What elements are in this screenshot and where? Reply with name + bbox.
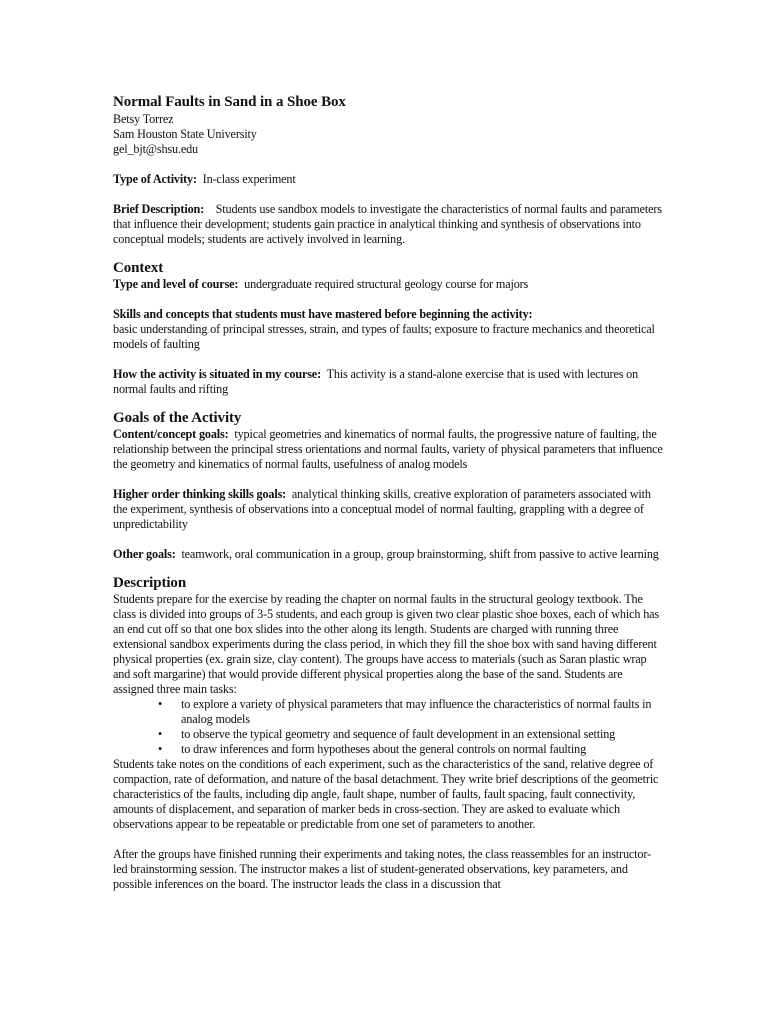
content-goals: [113, 427, 663, 472]
situated-label: How the activity is situated in my course:: [113, 367, 321, 381]
list-item: [158, 742, 663, 757]
skills-prerequisites: [113, 307, 663, 352]
type-of-activity-value: In-class experiment: [202, 172, 296, 186]
situated-value: This activity is a stand-alone exercise that is used with lectures on normal faults and rifting: [113, 367, 639, 396]
other-goals-value: teamwork, oral communication in a group, group brainstorming, shift from passive to active learning: [181, 547, 659, 561]
institution: Sam Houston State University: [113, 127, 257, 141]
description-paragraph-3: After the groups have finished running their experiments and taking notes, the class reassembles for an instructor-led brainstorming session. The instructor makes a list of student-generated observations, key parameters, and possible inferences on the board. The instructor leads the class in a discussion that: [113, 847, 651, 891]
list-item-text: to observe the typical geometry and sequence of fault development in an extensional setting: [181, 727, 616, 741]
bullet-icon: •: [158, 742, 163, 756]
author-name: Betsy Torrez: [113, 112, 174, 126]
type-level-course: [113, 277, 663, 292]
type-of-activity-label: Type of Activity:: [113, 172, 197, 186]
bullet-icon: •: [158, 727, 163, 741]
list-item-text: to draw inferences and form hypotheses about the general controls on normal faulting: [181, 742, 587, 756]
higher-order-value: analytical thinking skills, creative exploration of parameters associated with the experiment, synthesis of observations into a conceptual model of normal faulting, grappling with a degree of unpredictability: [113, 487, 651, 531]
context-heading: Context: [113, 260, 164, 276]
document-title: Normal Faults in Sand in a Shoe Box: [113, 94, 346, 110]
type-level-label: Type and level of course:: [113, 277, 239, 291]
list-item: [158, 697, 663, 727]
description-heading: Description: [113, 575, 187, 591]
higher-order-goals: [113, 487, 663, 532]
activity-situated: [113, 367, 663, 397]
content-goals-value: typical geometries and kinematics of normal faults, the progressive nature of faulting, the relationship between the principal stress orientations and normal faults, variety of physical parameters that influence the geometry and kinematics of normal faults, usefulness of analog models: [113, 427, 663, 471]
bullet-icon: •: [158, 697, 163, 711]
content-goals-label: Content/concept goals:: [113, 427, 229, 441]
other-goals-label: Other goals:: [113, 547, 176, 561]
type-level-value: undergraduate required structural geology course for majors: [244, 277, 529, 291]
tasks-list: [113, 697, 663, 757]
list-item-text: to explore a variety of physical parameters that may influence the characteristics of normal faults in analog models: [181, 697, 652, 726]
list-item: [158, 727, 663, 742]
document-page: [113, 92, 663, 892]
brief-description: [113, 202, 663, 247]
skills-value: basic understanding of principal stresses, strain, and types of faults; exposure to fracture mechanics and theoretical models of faulting: [113, 322, 655, 351]
brief-description-text: Students use sandbox models to investigate the characteristics of normal faults and parameters that influence their development; students gain practice in analytical thinking and synthesis of observations into conceptual models; students are actively involved in learning.: [113, 202, 662, 246]
higher-order-label: Higher order thinking skills goals:: [113, 487, 287, 501]
type-of-activity: [113, 172, 663, 187]
description-paragraph-1: Students prepare for the exercise by reading the chapter on normal faults in the structural geology textbook. The class is divided into groups of 3-5 students, and each group is given two clear plastic shoe boxes, each of which has an end cut off so that one box slides into the other along its length. Students are charged with running three extensional sandbox experiments during the class period, in which they fill the shoe box with sand having different physical properties (ex. grain size, clay content). The groups have access to materials (such as Saran plastic wrap and soft margarine) that would provide different physical properties along the base of the sand. Students are assigned three main tasks:: [113, 592, 659, 696]
description-paragraph-2: Students take notes on the conditions of each experiment, such as the characteristics of the sand, relative degree of compaction, rate of deformation, and nature of the basal detachment. They write brief descriptions of the geometric characteristics of the faults, including dip angle, fault shape, number of faults, fault spacing, fault connectivity, amounts of displacement, and separation of marker beds in cross-section. They are asked to evaluate which observations appear to be repeatable or predictable from one set of parameters to another.: [113, 757, 659, 831]
skills-label: Skills and concepts that students must have mastered before beginning the activity:: [113, 307, 533, 321]
other-goals: [113, 547, 663, 562]
brief-description-label: Brief Description:: [113, 202, 205, 216]
author-email: gel_bjt@shsu.edu: [113, 142, 198, 156]
goals-heading: Goals of the Activity: [113, 410, 242, 426]
